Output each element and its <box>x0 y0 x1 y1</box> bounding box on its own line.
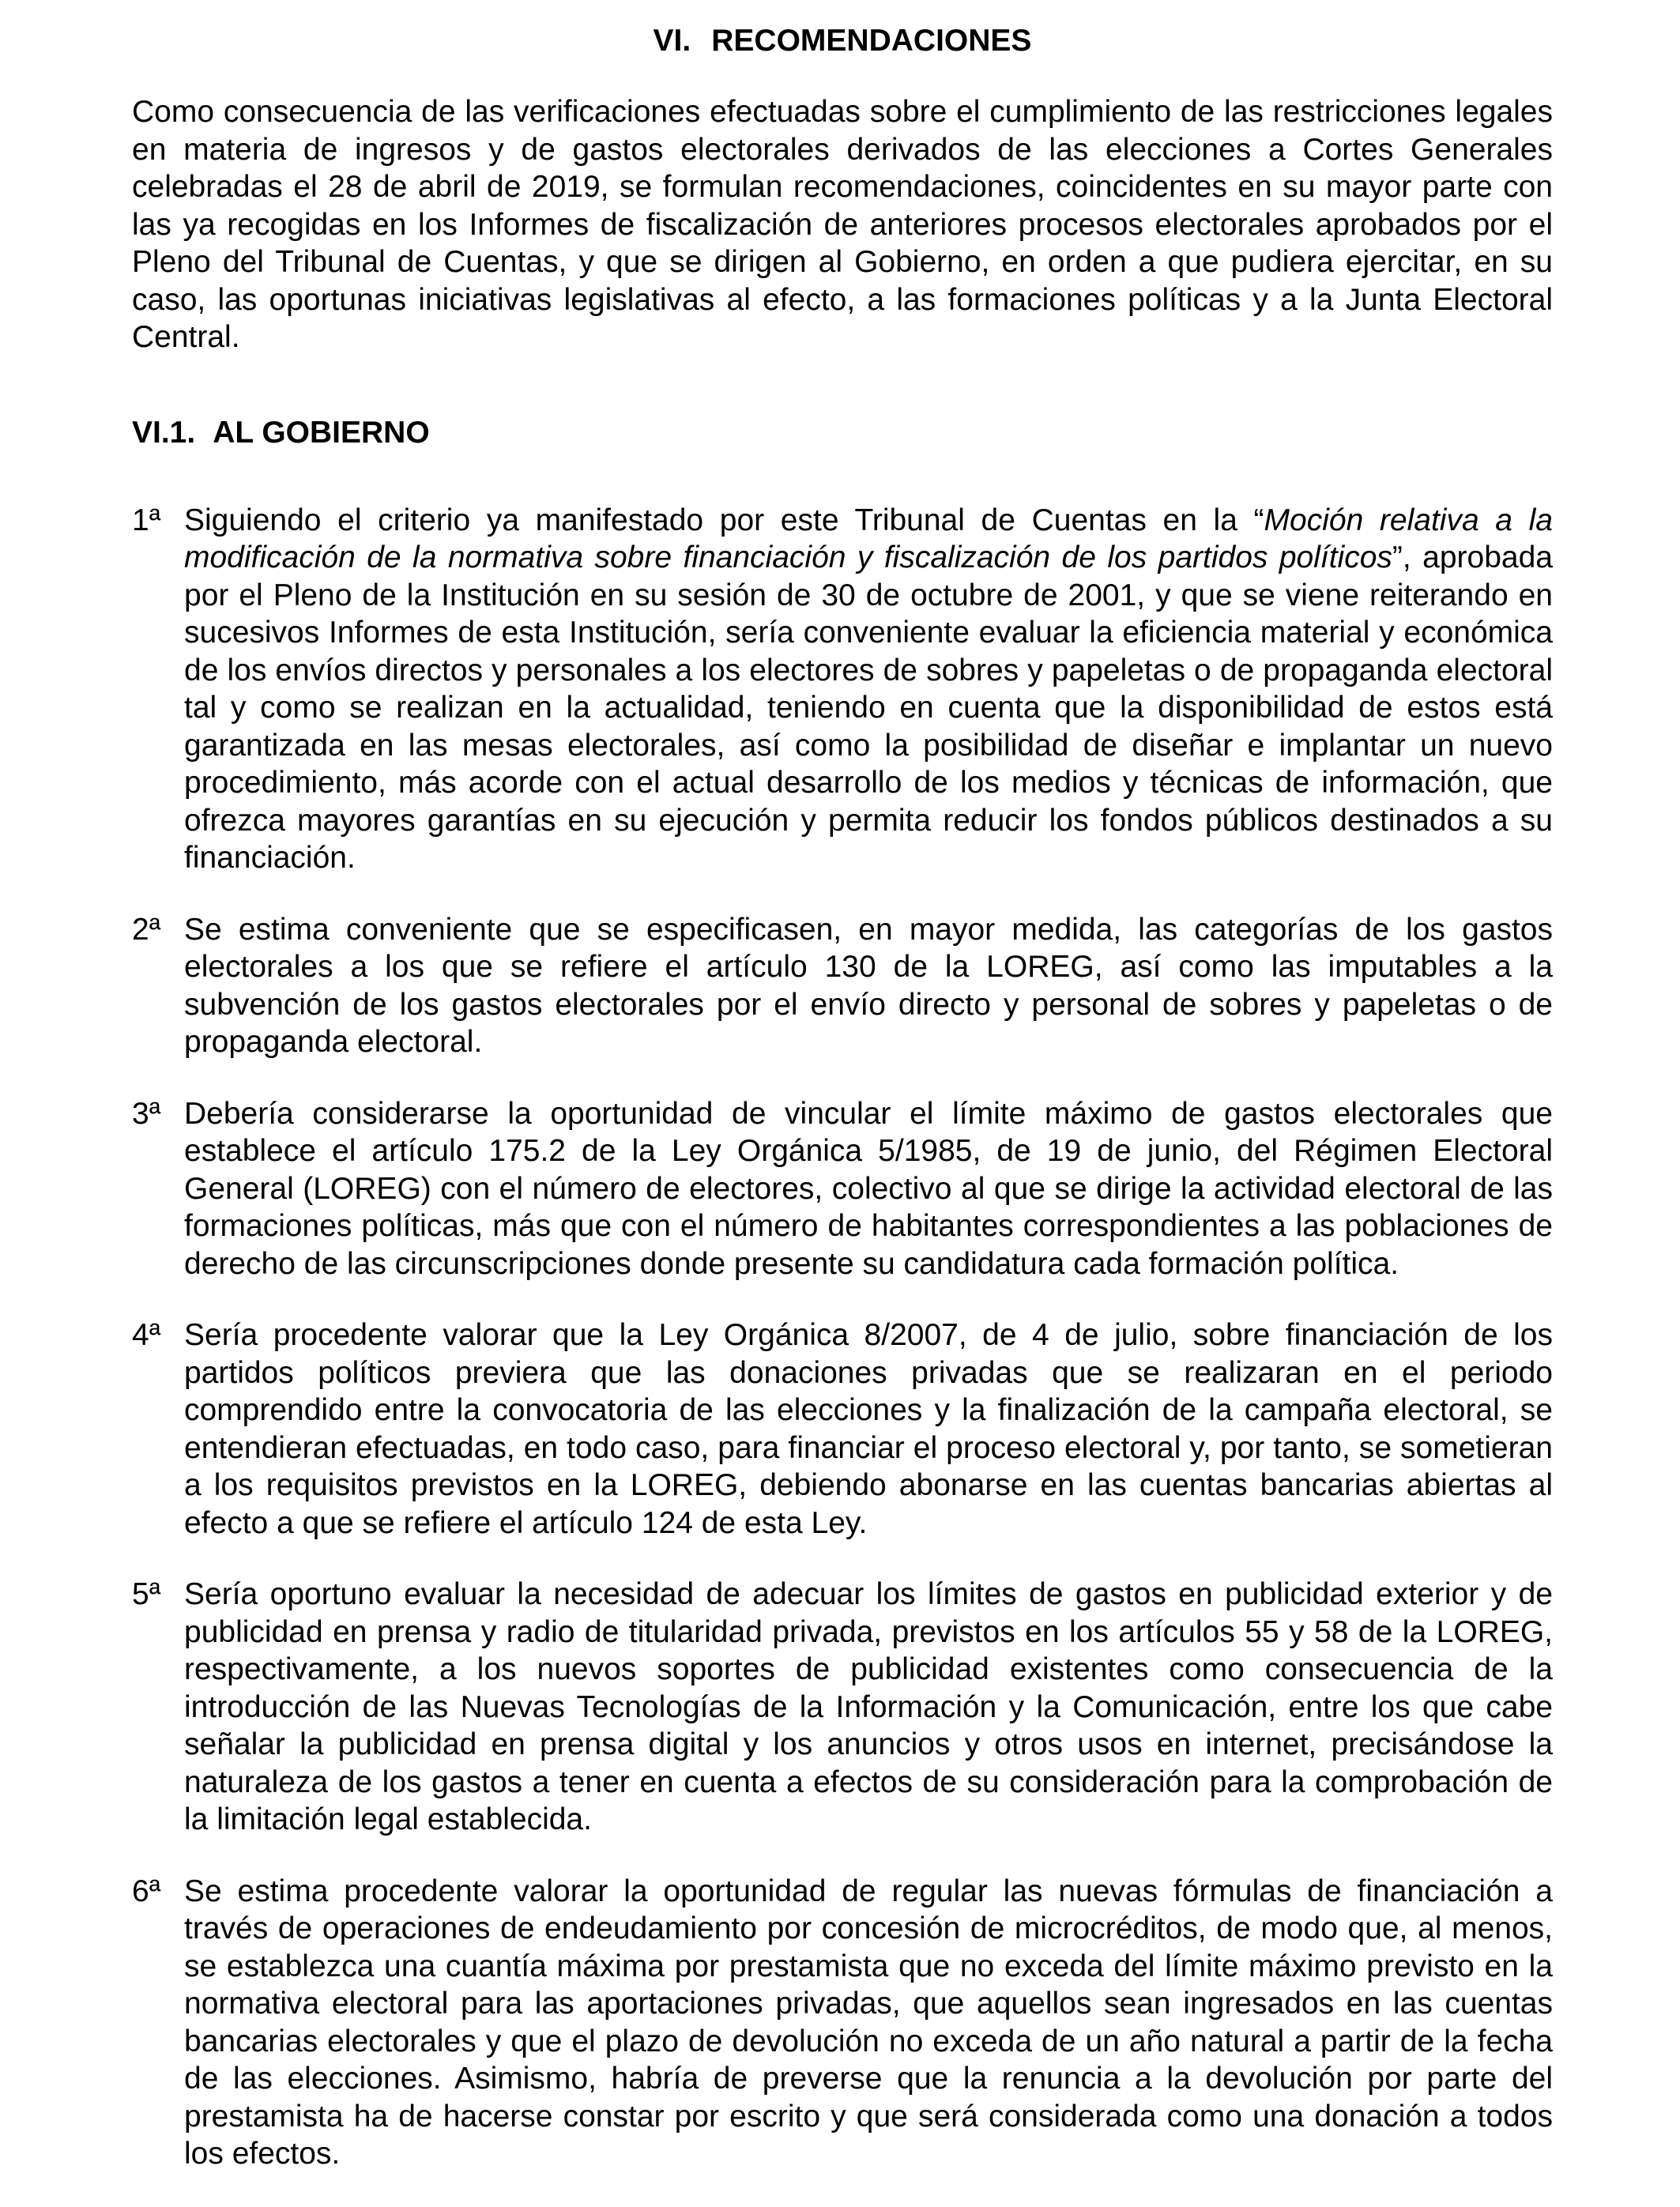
motion-title-italic: Moción relativa a la modificación de la normativa sobre financiación y fiscalización de los partidos políticos <box>184 503 1553 574</box>
recommendation-text: Se estima conveniente que se especificasen, en mayor medida, las categorías de los gastos electorales a los que se refiere el artículo 130 de la LOREG, así como las imputables a la subvención de los gastos electorales por el envío directo y personal de sobres y papeletas o de propaganda electoral. <box>184 912 1553 1059</box>
subsection-heading <box>132 414 1553 452</box>
recommendation-number: 6ª <box>132 1874 161 1908</box>
subsection-number: VI.1. <box>132 415 196 450</box>
recommendation-text: Debería considerarse la oportunidad de vincular el límite máximo de gastos electorales que establece el artículo 175.2 de la Ley Orgánica 5/1985, de 19 de junio, del Régimen Electoral General (LOREG) con el número de electores, colectivo al que se dirige la actividad electoral de las formaciones políticas, más que con el número de habitantes correspondientes a las poblaciones de derecho de las circunscripciones donde presente su candidatura cada formación política. <box>184 1096 1553 1281</box>
recommendation-number: 5ª <box>132 1577 161 1611</box>
recommendation-number: 1ª <box>132 503 161 537</box>
recommendation-text: Sería procedente valorar que la Ley Orgánica 8/2007, de 4 de julio, sobre financiación de los partidos políticos previera que las donaciones privadas que se realizaran en el periodo comprendido entre la convocatoria de las elecciones y la finalización de la campaña electoral, se entendieran efectuadas, en todo caso, para financiar el proceso electoral y, por tanto, se sometieran a los requisitos previstos en la LOREG, debiendo abonarse en las cuentas bancarias abiertas al efecto a que se refiere el artículo 124 de esta Ley. <box>184 1318 1553 1540</box>
document-page <box>132 22 1553 2207</box>
recommendation-text: Se estima procedente valorar la oportunidad de regular las nuevas fórmulas de financiación a través de operaciones de endeudamiento por concesión de microcréditos, de modo que, al menos, se establezca una cuantía máxima por prestamista que no exceda del límite máximo previsto en la normativa electoral para las aportaciones privadas, que aquellos sean ingresados en las cuentas bancarias electorales y que el plazo de devolución no exceda de un año natural a partir de la fecha de las elecciones. Asimismo, habría de preverse que la renuncia a la devolución por parte del prestamista ha de hacerse constar por escrito y que será considerada como una donación a todos los efectos. <box>184 1874 1553 2171</box>
recommendation-text: Sería oportuno evaluar la necesidad de adecuar los límites de gastos en publicidad exterior y de publicidad en prensa y radio de titularidad privada, previstos en los artículos 55 y 58 de la LOREG, respectivamente, a los nuevos soportes de publicidad existentes como consecuencia de la introducción de las Nuevas Tecnologías de la Información y la Comunicación, entre los que cabe señalar la publicidad en prensa digital y los anuncios y otros usos en internet, precisándose la naturaleza de los gastos a tener en cuenta a efectos de su consideración para la comprobación de la limitación legal establecida. <box>184 1577 1553 1836</box>
recommendation-number: 3ª <box>132 1096 161 1131</box>
recommendation-3 <box>132 1095 1553 1283</box>
section-title: RECOMENDACIONES <box>711 24 1032 58</box>
recommendation-number: 4ª <box>132 1318 161 1352</box>
recommendation-text <box>184 502 1553 877</box>
recommendation-2 <box>132 911 1553 1061</box>
recommendation-text-start: Siguiendo el criterio ya manifestado por este Tribunal de Cuentas en la “ <box>184 503 1264 537</box>
section-heading <box>132 22 1553 60</box>
recommendation-1 <box>132 502 1553 877</box>
recommendation-number: 2ª <box>132 912 161 947</box>
recommendation-text-end: ”, aprobada por el Pleno de la Institución en su sesión de 30 de octubre de 2001, y que se viene reiterando en sucesivos Informes de esta Institución, sería conveniente evaluar la eficiencia material y económica de los envíos directos y personales a los electores de sobres y papeletas o de propaganda electoral tal y como se realizan en la actualidad, teniendo en cuenta que la disponibilidad de estos está garantizada en las mesas electorales, así como la posibilidad de diseñar e implantar un nuevo procedimiento, más acorde con el actual desarrollo de los medios y técnicas de información, que ofrezca mayores garantías en su ejecución y permita reducir los fondos públicos destinados a su financiación. <box>184 540 1553 875</box>
intro-paragraph: Como consecuencia de las verificaciones efectuadas sobre el cumplimiento de las restricciones legales en materia de ingresos y de gastos electorales derivados de las elecciones a Cortes Generales celebradas el 28 de abril de 2019, se formulan recomendaciones, coincidentes en su mayor parte con las ya recogidas en los Informes de fiscalización de anteriores procesos electorales aprobados por el Pleno del Tribunal de Cuentas, y que se dirigen al Gobierno, en orden a que pudiera ejercitar, en su caso, las oportunas iniciativas legislativas al efecto, a las formaciones políticas y a la Junta Electoral Central. <box>132 95 1553 354</box>
recommendation-5 <box>132 1576 1553 1839</box>
section-number: VI. <box>653 24 691 58</box>
recommendation-6 <box>132 1873 1553 2173</box>
recommendation-4 <box>132 1316 1553 1542</box>
subsection-title: AL GOBIERNO <box>213 415 430 450</box>
